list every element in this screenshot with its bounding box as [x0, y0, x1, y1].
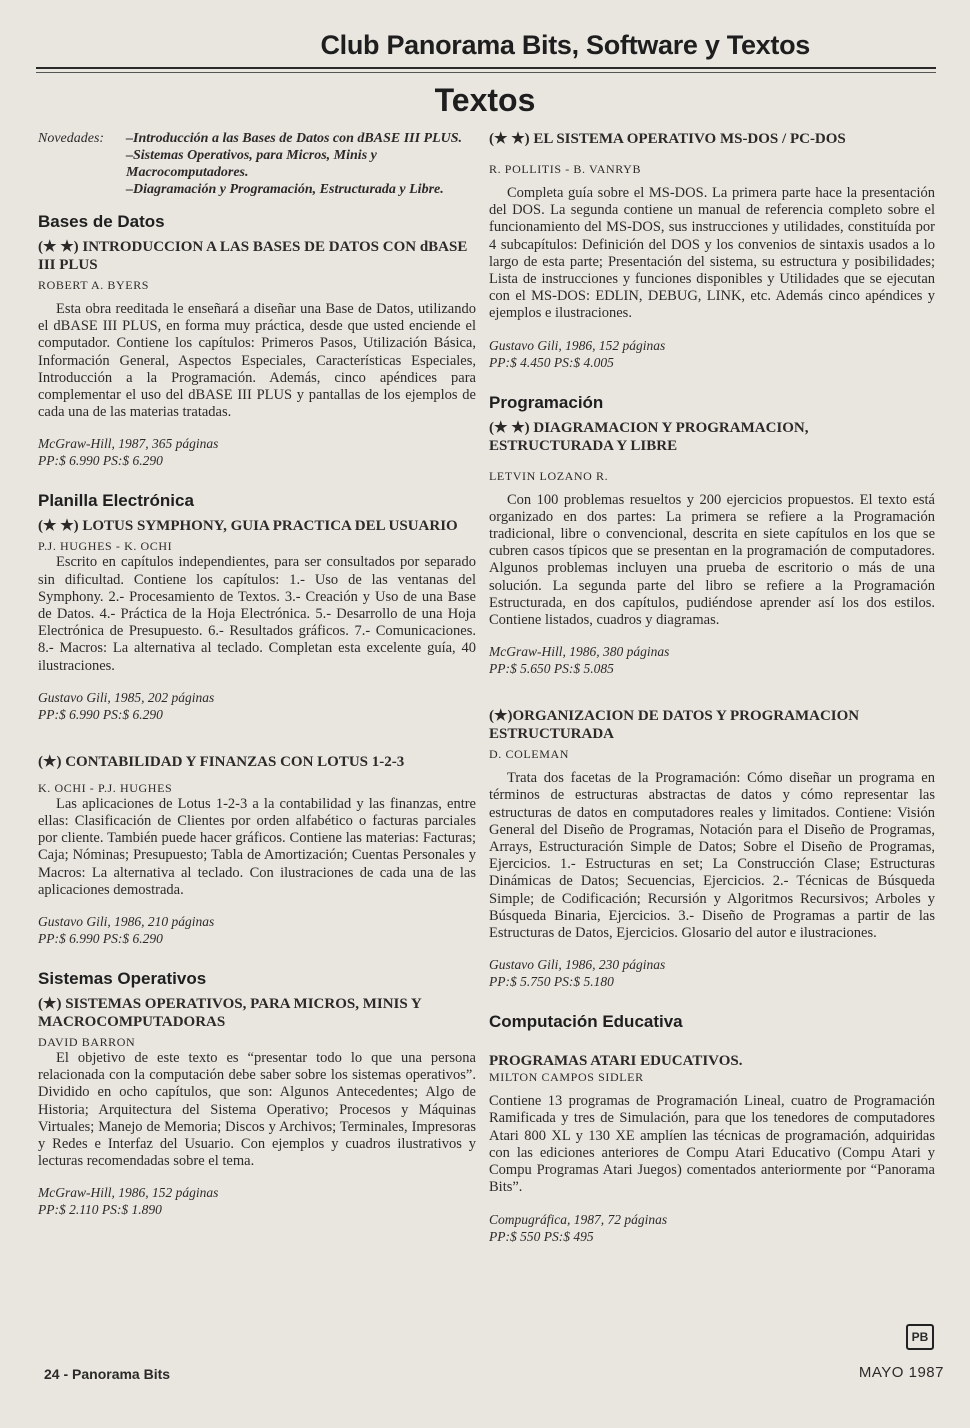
- novedades-label: Novedades:: [38, 131, 105, 146]
- book-publisher: McGraw-Hill, 1986, 152 páginas: [38, 1185, 219, 1201]
- book-description: Con 100 problemas resueltos y 200 ejercicios propuestos. El texto está organizado en dos partes: La primera se refiere a la Programación tradicional, libre o convencional, descrita en siete capítulos en los que se cubren casos típicos que se presentan en la programación de computadores. Algunos problemas incluyen una prueba de escritorio o más de una solución. La segunda parte del libro se refiere a la Programación Estructurada, en dos capítulos, pudiéndose aprender así los dos estilos. Contiene listados, cuadros y diagramas.: [489, 491, 935, 629]
- book-entry: [489, 1052, 935, 1244]
- book-price: PP:$ 4.450 PS:$ 4.005: [489, 354, 614, 370]
- book-publisher: McGraw-Hill, 1986, 380 páginas: [489, 644, 670, 660]
- book-publisher: Gustavo Gili, 1985, 202 páginas: [38, 689, 215, 705]
- left-column: [38, 130, 476, 1240]
- book-entry: [489, 707, 935, 990]
- book-price: PP:$ 5.650 PS:$ 5.085: [489, 661, 614, 677]
- category-heading: Bases de Datos: [38, 212, 165, 231]
- book-entry: [38, 995, 476, 1218]
- category-heading: Programación: [489, 392, 604, 412]
- header-rule: [36, 67, 936, 69]
- book-author: MILTON CAMPOS SIDLER: [489, 1070, 644, 1085]
- book-entry: [489, 130, 935, 371]
- book-description: Las aplicaciones de Lotus 1-2-3 a la contabilidad y las finanzas, entre ellas: Clasificación de Clientes por orden alfabético o facturas parciales por cliente. También puede hacer gráficos. Contiene las materias: Facturas; Caja; Nóminas; Presupuesto; Tabla de Amortización; Cuentas Personales y Macros: La alternativa al teclado. Con ilustraciones de cada una de las aplicaciones demostrada.: [38, 795, 476, 898]
- book-publisher: Gustavo Gili, 1986, 210 páginas: [38, 914, 215, 930]
- footer-date: MAYO 1987: [858, 1364, 944, 1381]
- section-title: Textos: [434, 82, 536, 118]
- novedades-list: [126, 130, 476, 198]
- book-description: El objetivo de este texto es “presentar todo lo que una persona relacionada con la computación debe saber sobre los sistemas operativos”. Dividido en ocho capítulos, que son: Algunos Antecedentes; Algo de Historia; Arquitectura del Sistema Operativo; Procesos y Máquinas Virtuales; Manejo de Memoria; Discos y Archivos; Terminales, Impresoras y Redes e Interfaz del Usuario. Con ejemplos y cuadros ilustrativos y lecturas recomendadas sobre el tema.: [38, 1050, 476, 1170]
- book-title: (★ ★) DIAGRAMACION Y PROGRAMACION, ESTRUCTURADA Y LIBRE: [489, 419, 809, 454]
- book-description: Trata dos facetas de la Programación: Cómo diseñar un programa en términos de estructuras abstractas de datos y cómo representar las estructuras de datos en computadores reales y limitados. Contiene: Visión General del Diseño de Programas, Notación para el Diseño de Programas, Arrays, Estructuración Simple de Datos; Sobre el Diseño de Programas, Ejercicios. 1.- Estructuras en set; La Construcción Clase; Estructuras Dinámicas de Datos; Secuencias, Ejercicios. 2.- Técnicas de Búsqueda Simple; de Codificación; Recursión y Algoritmos Recursivos; Arboles y Búsqueda Binaria, Ejercicios. 3.- Diseño de Programas a partir de las Estructuras de Datos, Ejercicios. Glosario del autor e ilustraciones.: [489, 770, 935, 942]
- book-title: (★ ★) INTRODUCCION A LAS BASES DE DATOS CON dBASE III PLUS: [38, 239, 468, 273]
- novedad-item: –Sistemas Operativos, para Micros, Minis y Macrocomputadores.: [126, 148, 377, 180]
- book-price: PP:$ 2.110 PS:$ 1.890: [38, 1202, 162, 1218]
- category-heading: Planilla Electrónica: [38, 491, 194, 511]
- book-entry: [38, 753, 476, 947]
- book-title: (★ ★) LOTUS SYMPHONY, GUIA PRACTICA DEL USUARIO: [38, 518, 458, 535]
- book-description: Contiene 13 programas de Programación Lineal, cuatro de Programación Ramificada y tres de Simulación, para que los tenedores de computadores Atari 800 XL y 130 XE amplíen las técnicas de programación, adquiridas con las ediciones anteriores de Compu Atari Educativo (Compu Atari y Compu Programas Atari Juegos) comentados anteriormente por “Panorama Bits”.: [489, 1093, 935, 1196]
- book-publisher: McGraw-Hill, 1987, 365 páginas: [38, 436, 219, 452]
- book-entry: [38, 517, 476, 722]
- book-entry: [38, 238, 476, 469]
- book-author: ROBERT A. BYERS: [38, 278, 150, 292]
- book-description: Completa guía sobre el MS-DOS. La primera parte hace la presentación del DOS. La segunda contiene un manual de referencia completo sobre el funcionamiento del MS-DOS, sus instrucciones y utilidades, constituída por 4 subcapítulos: Definición del DOS y los convenios de sintaxis usados a lo largo de esta parte; Presentación del sistema, su estructura y posibilidades; Lista de instrucciones y funciones disponibles y Utilidades que se ejecutan con el MS-DOS: EDLIN, DEBUG, LINK, etc. Además cinco apéndices y ejemplos e ilustraciones.: [489, 185, 935, 322]
- book-author: LETVIN LOZANO R.: [489, 468, 609, 483]
- book-publisher: Gustavo Gili, 1986, 152 páginas: [489, 337, 666, 353]
- header-rule-thin: [36, 72, 936, 73]
- category-heading: Sistemas Operativos: [38, 969, 207, 989]
- novedad-item: –Diagramación y Programación, Estructurada y Libre.: [126, 182, 444, 197]
- book-price: PP:$ 5.750 PS:$ 5.180: [489, 974, 614, 990]
- book-publisher: Gustavo Gili, 1986, 230 páginas: [489, 957, 666, 973]
- book-author: D. COLEMAN: [489, 747, 569, 762]
- book-description: Escrito en capítulos independientes, para ser consultados por separado sin dificultad. Contiene los capítulos: 1.- Uso de las ventanas del Symphony. 2.- Procesamiento de Textos. 3.- Creación y Uso de una Base de Datos. 4.- Práctica de la Hoja Electrónica. 5.- Desarrollo de una Hoja Electrónica de Presupuesto. 6.- Resultados gráficos. 7.- Comunicaciones. 8.- Macros: La alternativa al teclado. Completan esta excelente guía, 40 ilustraciones.: [38, 554, 476, 674]
- novedades-block: [38, 130, 476, 198]
- book-title: PROGRAMAS ATARI EDUCATIVOS.: [489, 1053, 743, 1070]
- book-price: PP:$ 6.990 PS:$ 6.290: [38, 931, 163, 947]
- book-entry: [489, 419, 935, 678]
- book-author: R. POLLITIS - B. VANRYB: [489, 162, 642, 176]
- book-description: Esta obra reeditada le enseñará a diseñar una Base de Datos, utilizando el dBASE III PLUS, en forma muy práctica, desde que usted enciende el computador. Contiene los capítulos: Primeros Pasos, Utilización Básica, Información General, Aspectos Especiales, Características Especiales, Introducción a la Programación. Además, cinco apéndices para complementar el uso del dBASE III PLUS y pantallas de los ejemplos de cada una de las materias tratadas.: [38, 301, 476, 421]
- book-author: P.J. HUGHES - K. OCHI: [38, 539, 173, 554]
- right-column: [489, 130, 935, 1267]
- book-title: (★) SISTEMAS OPERATIVOS, PARA MICROS, MINIS Y MACROCOMPUTADORAS: [38, 996, 422, 1031]
- book-publisher: Compugráfica, 1987, 72 páginas: [489, 1211, 668, 1227]
- book-price: PP:$ 550 PS:$ 495: [489, 1228, 594, 1244]
- book-title: (★) CONTABILIDAD Y FINANZAS CON LOTUS 1-2-3: [38, 753, 405, 770]
- panorama-bits-logo-icon: PB: [906, 1324, 934, 1350]
- footer-page-label: 24 - Panorama Bits: [44, 1366, 171, 1382]
- book-price: PP:$ 6.990 PS:$ 6.290: [38, 706, 163, 722]
- category-heading: Computación Educativa: [489, 1012, 683, 1032]
- book-price: PP:$ 6.990 PS:$ 6.290: [38, 453, 163, 469]
- page-header-title: Club Panorama Bits, Software y Textos: [320, 30, 810, 60]
- book-author: DAVID BARRON: [38, 1035, 136, 1050]
- novedad-item: –Introducción a las Bases de Datos con dBASE III PLUS.: [126, 131, 463, 146]
- book-title: (★)ORGANIZACION DE DATOS Y PROGRAMACION ESTRUCTURADA: [489, 708, 860, 743]
- book-author: K. OCHI - P.J. HUGHES: [38, 780, 173, 795]
- book-title: (★ ★) EL SISTEMA OPERATIVO MS-DOS / PC-DOS: [489, 131, 846, 147]
